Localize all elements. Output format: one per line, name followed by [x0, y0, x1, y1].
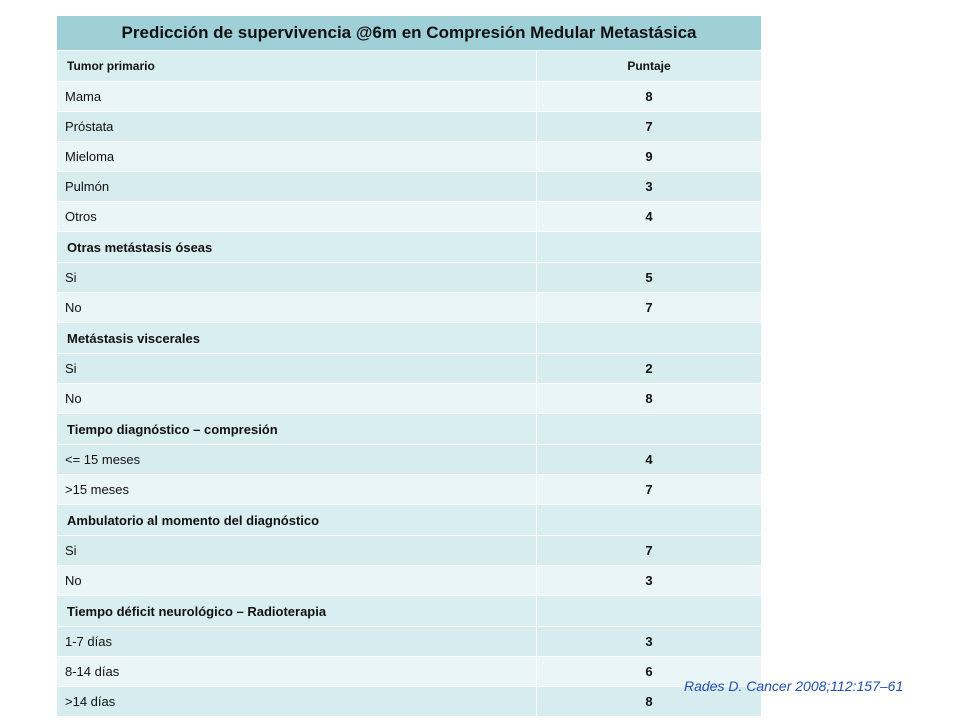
row-label: Próstata	[57, 112, 537, 142]
table-row	[57, 112, 762, 142]
section-empty-cell	[537, 505, 762, 536]
section-label: Tiempo déficit neurológico – Radioterapia	[57, 596, 537, 627]
row-score: 8	[537, 384, 762, 414]
table-row	[57, 475, 762, 505]
row-label: Si	[57, 354, 537, 384]
row-score: 3	[537, 172, 762, 202]
row-label: Si	[57, 263, 537, 293]
row-score: 6	[537, 657, 762, 687]
section-row	[57, 414, 762, 445]
row-label: Si	[57, 536, 537, 566]
table-row	[57, 293, 762, 323]
section-empty-cell	[537, 323, 762, 354]
survival-score-table	[56, 15, 762, 717]
section-row	[57, 505, 762, 536]
row-score: 8	[537, 687, 762, 717]
header-puntaje: Puntaje	[537, 51, 762, 82]
section-empty-cell	[537, 414, 762, 445]
row-score: 3	[537, 566, 762, 596]
section-label: Tiempo diagnóstico – compresión	[57, 414, 537, 445]
section-empty-cell	[537, 232, 762, 263]
section-row	[57, 232, 762, 263]
row-label: Otros	[57, 202, 537, 232]
section-label: Metástasis viscerales	[57, 323, 537, 354]
table-row	[57, 657, 762, 687]
table-body	[57, 51, 762, 717]
table-row	[57, 142, 762, 172]
section-empty-cell	[537, 596, 762, 627]
row-label: >15 meses	[57, 475, 537, 505]
table-row	[57, 687, 762, 717]
row-label: 8-14 días	[57, 657, 537, 687]
citation: Rades D. Cancer 2008;112:157–61	[684, 678, 904, 694]
table-title: Predicción de supervivencia @6m en Compresión Medular Metastásica	[57, 16, 762, 51]
row-score: 4	[537, 445, 762, 475]
row-score: 3	[537, 627, 762, 657]
row-label: <= 15 meses	[57, 445, 537, 475]
row-score: 2	[537, 354, 762, 384]
section-row	[57, 596, 762, 627]
row-label: 1-7 días	[57, 627, 537, 657]
section-label: Otras metástasis óseas	[57, 232, 537, 263]
section-row	[57, 323, 762, 354]
row-label: No	[57, 384, 537, 414]
table-row	[57, 445, 762, 475]
row-label: Mieloma	[57, 142, 537, 172]
table-row	[57, 384, 762, 414]
row-label: Pulmón	[57, 172, 537, 202]
row-score: 7	[537, 475, 762, 505]
header-tumor-primario: Tumor primario	[57, 51, 537, 82]
row-label: No	[57, 293, 537, 323]
row-score: 7	[537, 112, 762, 142]
table-row	[57, 627, 762, 657]
row-score: 7	[537, 536, 762, 566]
row-score: 4	[537, 202, 762, 232]
row-label: Mama	[57, 82, 537, 112]
section-label: Ambulatorio al momento del diagnóstico	[57, 505, 537, 536]
row-label: No	[57, 566, 537, 596]
header-row	[57, 51, 762, 82]
table-row	[57, 566, 762, 596]
row-label: >14 días	[57, 687, 537, 717]
row-score: 9	[537, 142, 762, 172]
table-row	[57, 172, 762, 202]
row-score: 8	[537, 82, 762, 112]
table-row	[57, 263, 762, 293]
row-score: 7	[537, 293, 762, 323]
table-row	[57, 354, 762, 384]
row-score: 5	[537, 263, 762, 293]
table-row	[57, 202, 762, 232]
table-row	[57, 536, 762, 566]
table-row	[57, 82, 762, 112]
